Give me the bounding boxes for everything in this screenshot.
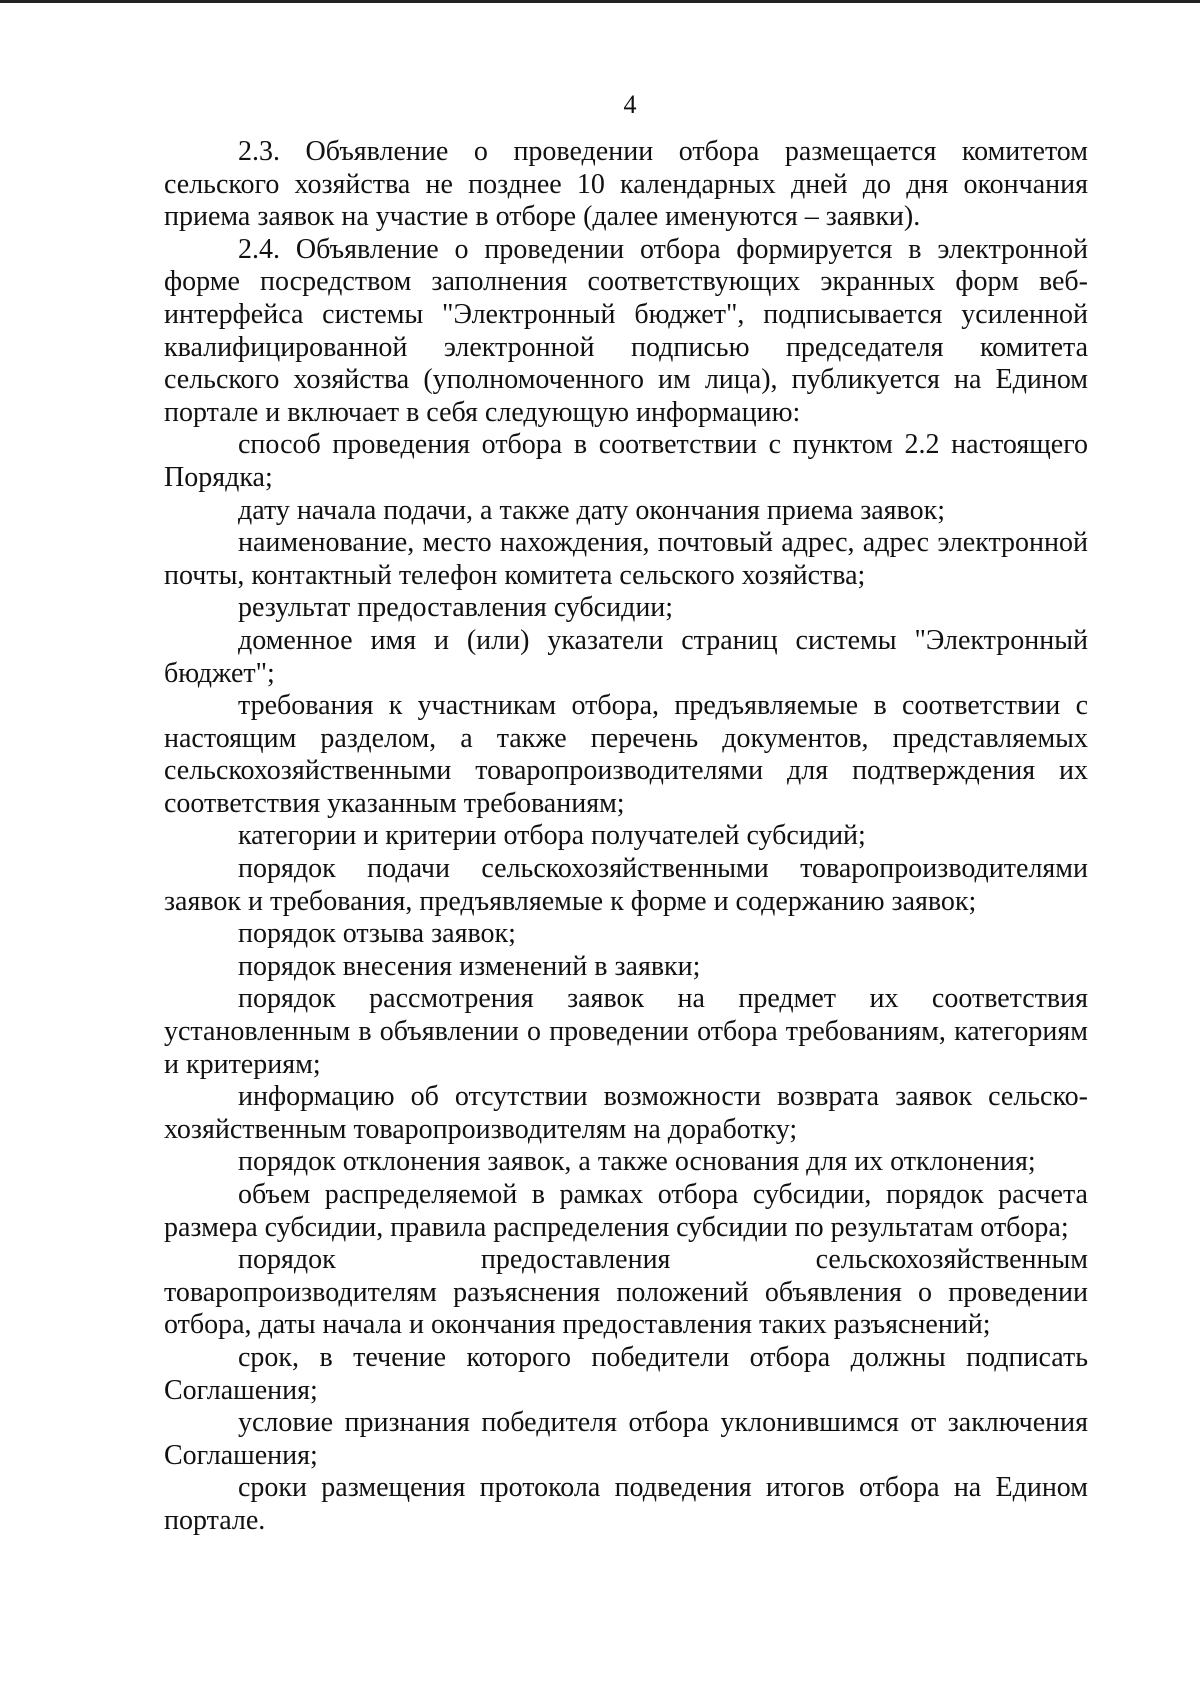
list-item: результат предоставления субсидии;: [238, 592, 674, 624]
list-item: требования к участникам отбора, предъявляемые в соответствии с настоящим разделом, а также перечень документов, представляемых сельскохозяйственными товаропроизводителями для подтверждения их соответствия указанным требованиям;: [164, 690, 1088, 819]
list-item: доменное имя и (или) указатели страниц системы "Электронный бюджет";: [164, 624, 1088, 689]
paragraph-2-3: 2.3. Объявление о проведении отбора размещается комитетом сельского хозяйства не позднее 10 календарных дней до дня окончания приема заявок на участие в отборе (далее именуются – заявки).: [164, 136, 1088, 233]
list-item: категории и критерии отбора получателей субсидий;: [238, 820, 866, 852]
list-item: способ проведения отбора в соответствии с пунктом 2.2 настоящего Порядка;: [164, 429, 1088, 493]
paragraph-2-4: 2.4. Объявление о проведении отбора формируется в электронной форме посредством заполнения соответствующих экранных форм веб-интерфейса системы "Электронный бюджет", подписывается усиленной квалифицированной электронной подписью председателя комитета сельского хозяйства (уполномоченного им лица), публикуется на Едином портале и включает в себя следующую информацию:: [164, 233, 1088, 428]
list-item: порядок внесения изменений в заявки;: [238, 950, 701, 982]
scan-edge: [0, 0, 1200, 3]
list-item: порядок предоставления сельскохозяйственным товаропроизводителям разъяснения положений объявления о проведении отбора, даты начала и окончания предоставления таких разъяснений;: [164, 1244, 1088, 1341]
list-item: объем распределяемой в рамках отбора субсидии, порядок расчета размера субсидии, правила распределения субсидии по результатам отбора;: [164, 1179, 1088, 1243]
document-body: [164, 136, 1088, 1538]
page-number: 4: [623, 90, 637, 119]
list-item: порядок отклонения заявок, а также основания для их отклонения;: [238, 1146, 1036, 1178]
list-item: информацию об отсутствии возможности возврата заявок сельско-хозяйственным товаропроизводителям на доработку;: [164, 1081, 1088, 1145]
list-item: срок, в течение которого победители отбора должны подписать Соглашения;: [164, 1341, 1088, 1406]
list-item: наименование, место нахождения, почтовый адрес, адрес электронной почты, контактный телефон комитета сельского хозяйства;: [164, 527, 1088, 591]
list-item: порядок рассмотрения заявок на предмет их соответствия установленным в объявлении о проведении отбора требованиям, категориям и критериям;: [164, 983, 1088, 1080]
list-item: сроки размещения протокола подведения итогов отбора на Едином портале.: [164, 1472, 1088, 1536]
list-item: порядок подачи сельскохозяйственными товаропроизводителями заявок и требования, предъявляемые к форме и содержанию заявок;: [164, 853, 1088, 917]
list-item: порядок отзыва заявок;: [238, 918, 516, 950]
list-item: дату начала подачи, а также дату окончания приема заявок;: [238, 494, 945, 526]
list-item: условие признания победителя отбора уклонившимся от заключения Соглашения;: [164, 1407, 1088, 1471]
